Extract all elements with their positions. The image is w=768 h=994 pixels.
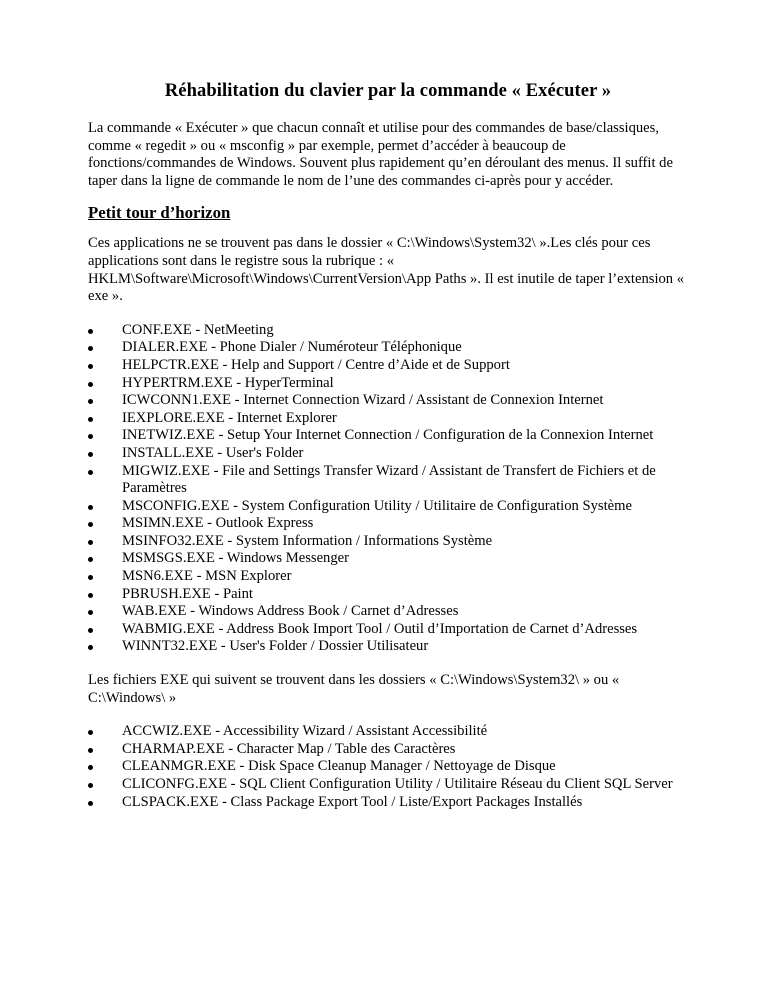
- bullet-icon: [88, 783, 93, 788]
- list-item-text: CONF.EXE - NetMeeting: [122, 321, 274, 338]
- list-item: [88, 550, 688, 568]
- list-item-text: HYPERTRM.EXE - HyperTerminal: [122, 374, 334, 391]
- list-item: [88, 638, 688, 656]
- bullet-icon: [88, 540, 93, 545]
- list-item-text: MSCONFIG.EXE - System Configuration Utility / Utilitaire de Configuration Système: [122, 497, 632, 514]
- list-item-text: MSMSGS.EXE - Windows Messenger: [122, 550, 349, 567]
- list-item-text: WINNT32.EXE - User's Folder / Dossier Utilisateur: [122, 638, 429, 655]
- list-item-text: MSN6.EXE - MSN Explorer: [122, 568, 292, 585]
- bullet-icon: [88, 575, 93, 580]
- list-item: [88, 603, 688, 621]
- bullet-icon: [88, 382, 93, 387]
- list-item-text: CLSPACK.EXE - Class Package Export Tool / Liste/Export Packages Installés: [122, 793, 583, 810]
- list-item-text: HELPCTR.EXE - Help and Support / Centre d’Aide et de Support: [122, 356, 510, 373]
- bullet-icon: [88, 329, 93, 334]
- bullet-icon: [88, 364, 93, 369]
- bullet-icon: [88, 557, 93, 562]
- list-item: [88, 410, 688, 428]
- list-item: [88, 357, 688, 375]
- list-item: [88, 463, 688, 498]
- system32-paragraph: Les fichiers EXE qui suivent se trouvent dans les dossiers « C:\Windows\System32\ » ou « C:\Windows\ »: [88, 672, 620, 706]
- bullet-icon: [88, 417, 93, 422]
- list-item: [88, 586, 688, 604]
- list-item-text: MIGWIZ.EXE - File and Settings Transfer Wizard / Assistant de Transfert de Fichiers et de Paramètres: [122, 462, 656, 497]
- document-title: Réhabilitation du clavier par la commande « Exécuter »: [164, 81, 612, 101]
- list-item-text: MSIMN.EXE - Outlook Express: [122, 515, 314, 532]
- list-item: [88, 392, 688, 410]
- list-item: [88, 741, 688, 759]
- list-item-text: MSINFO32.EXE - System Information / Informations Système: [122, 532, 493, 549]
- list-item-text: PBRUSH.EXE - Paint: [122, 585, 253, 602]
- list-item: [88, 339, 688, 357]
- bullet-icon: [88, 628, 93, 633]
- list-item: [88, 621, 688, 639]
- bullet-icon: [88, 801, 93, 806]
- list-item-text: DIALER.EXE - Phone Dialer / Numéroteur Téléphonique: [122, 339, 462, 356]
- list-item: [88, 568, 688, 586]
- list-item: [88, 533, 688, 551]
- document-page: [88, 80, 688, 811]
- list-item-text: INETWIZ.EXE - Setup Your Internet Connection / Configuration de la Connexion Internet: [122, 427, 654, 444]
- bullet-icon: [88, 522, 93, 527]
- list-item-text: CHARMAP.EXE - Character Map / Table des Caractères: [122, 740, 456, 757]
- list-item: [88, 445, 688, 463]
- list-item: [88, 322, 688, 340]
- list-item: [88, 794, 688, 812]
- bullet-icon: [88, 470, 93, 475]
- bullet-icon: [88, 645, 93, 650]
- bullet-icon: [88, 399, 93, 404]
- list-item-text: ICWCONN1.EXE - Internet Connection Wizard / Assistant de Connexion Internet: [122, 392, 604, 409]
- list-item-text: WAB.EXE - Windows Address Book / Carnet d’Adresses: [122, 603, 459, 620]
- list-item: [88, 776, 688, 794]
- list-item: [88, 758, 688, 776]
- section-heading: Petit tour d’horizon: [88, 203, 231, 223]
- list-item: [88, 427, 688, 445]
- list-item: [88, 375, 688, 393]
- list-item-text: ACCWIZ.EXE - Accessibility Wizard / Assistant Accessibilité: [122, 723, 488, 740]
- list-item-text: INSTALL.EXE - User's Folder: [122, 444, 304, 461]
- list-item: [88, 498, 688, 516]
- bullet-icon: [88, 346, 93, 351]
- bullet-icon: [88, 593, 93, 598]
- list-item-text: IEXPLORE.EXE - Internet Explorer: [122, 409, 337, 426]
- executables-list-2: [88, 723, 688, 811]
- bullet-icon: [88, 610, 93, 615]
- executables-list-1: [88, 322, 688, 656]
- bullet-icon: [88, 765, 93, 770]
- list-item: [88, 515, 688, 533]
- applications-paragraph: Ces applications ne se trouvent pas dans le dossier « C:\Windows\System32\ ».Les clés pour ces applications sont dans le registre sous la rubrique : « HKLM\Software\Microsoft\Windows\CurrentVersion\App Paths ». Il est inutile de taper l’extension « exe ».: [88, 235, 685, 305]
- bullet-icon: [88, 434, 93, 439]
- intro-paragraph: La commande « Exécuter » que chacun connaît et utilise pour des commandes de base/classiques, comme « regedit » ou « msconfig » par exemple, permet d’accéder à beaucoup de fonctions/commandes de Windows. Souvent plus rapidement qu’en déroulant des menus. Il suffit de taper dans la ligne de commande le nom de l’une des commandes ci-après pour y accéder.: [88, 120, 673, 189]
- bullet-icon: [88, 730, 93, 735]
- list-item-text: CLICONFG.EXE - SQL Client Configuration Utility / Utilitaire Réseau du Client SQL Server: [122, 776, 673, 792]
- bullet-icon: [88, 748, 93, 753]
- list-item: [88, 723, 688, 741]
- list-item-text: WABMIG.EXE - Address Book Import Tool / Outil d’Importation de Carnet d’Adresses: [122, 620, 638, 637]
- bullet-icon: [88, 505, 93, 510]
- list-item-text: CLEANMGR.EXE - Disk Space Cleanup Manager / Nettoyage de Disque: [122, 758, 556, 775]
- bullet-icon: [88, 452, 93, 457]
